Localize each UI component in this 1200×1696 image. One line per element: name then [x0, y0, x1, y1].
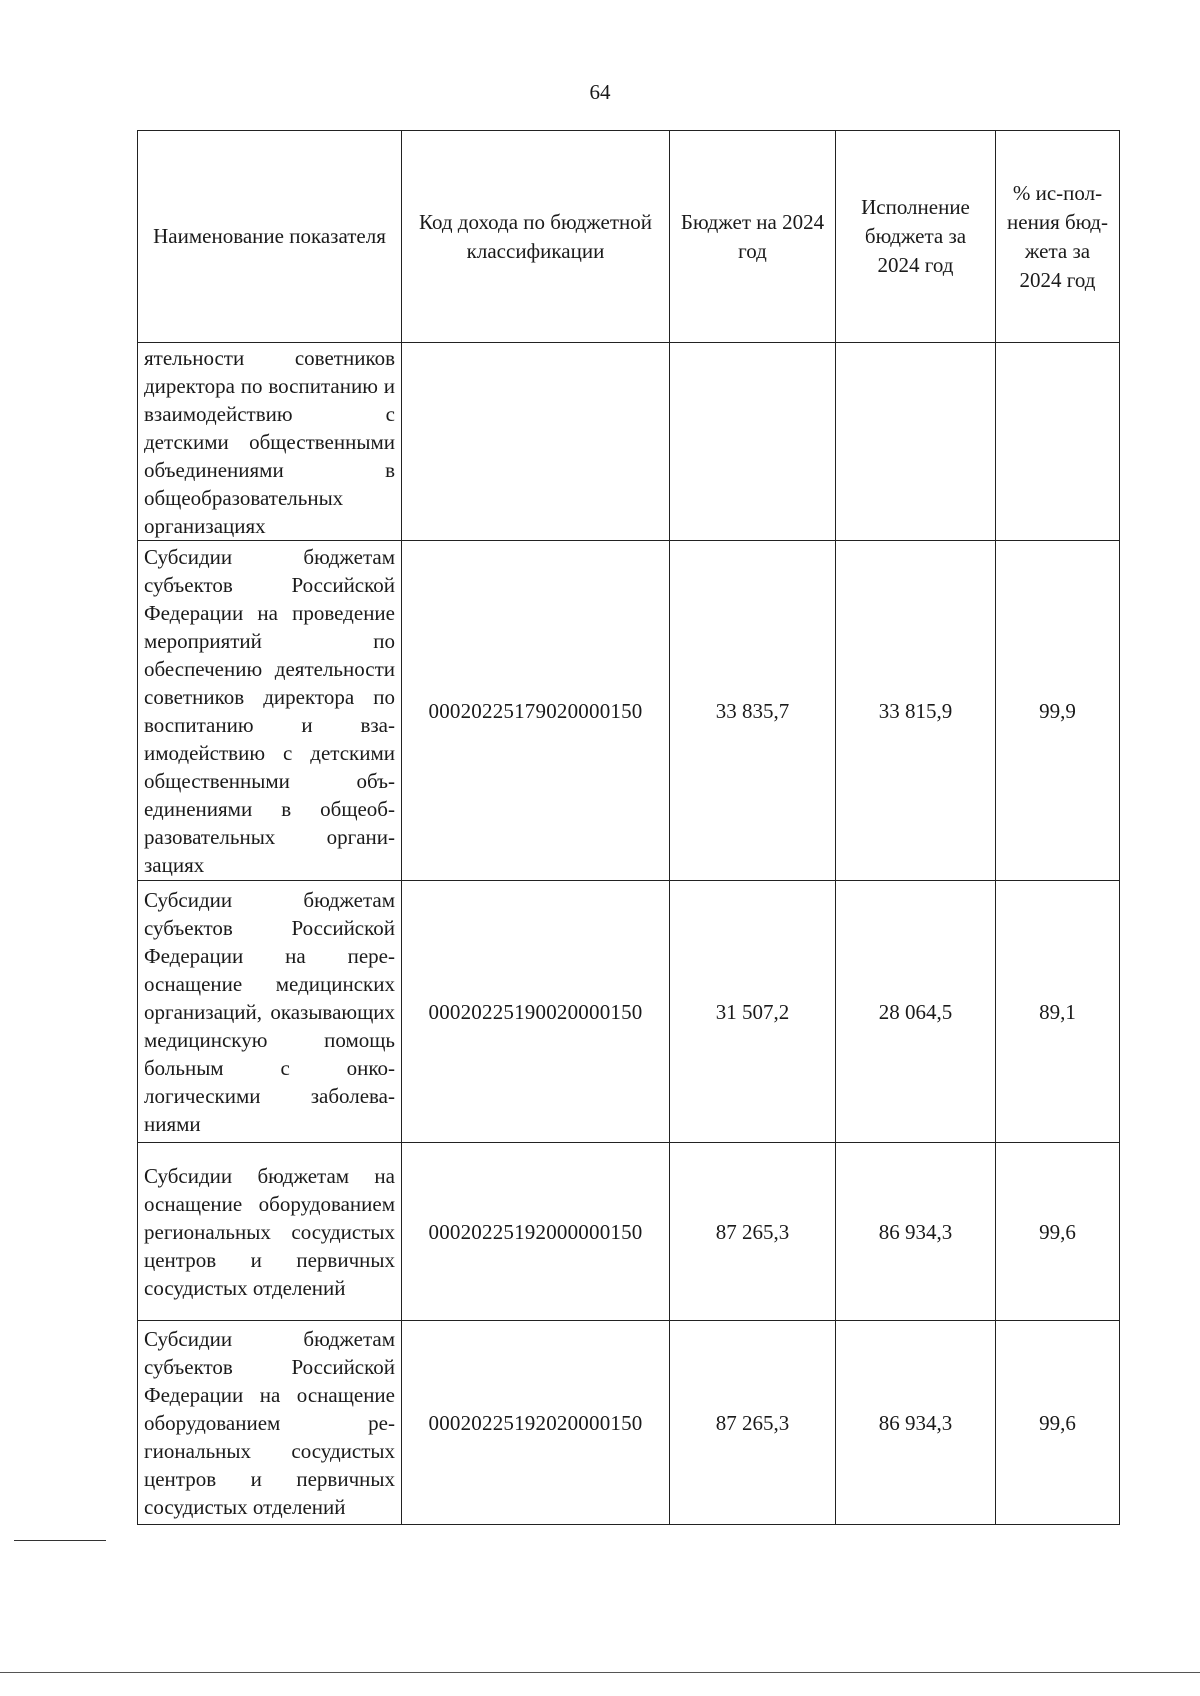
row-budget: 87 265,3 — [670, 1321, 836, 1525]
row-name: Субсидии бюджетам субъектов Российской Федерации на переоснащение медицинских организаций, оказывающих медицинскую помощь больным с онкологическими заболеваниями — [138, 881, 402, 1143]
table-row — [138, 541, 1120, 881]
header-budget: Бюджет на 2024 год — [670, 131, 836, 343]
row-code — [402, 343, 670, 541]
row-budget — [670, 343, 836, 541]
row-execution: 28 064,5 — [836, 881, 996, 1143]
table-header-row — [138, 131, 1120, 343]
table-row — [138, 343, 1120, 541]
row-code: 00020225190020000150 — [402, 881, 670, 1143]
row-execution: 86 934,3 — [836, 1321, 996, 1525]
header-execution: Исполнение бюджета за 2024 год — [836, 131, 996, 343]
table-row — [138, 1143, 1120, 1321]
page-number: 64 — [589, 80, 611, 104]
header-name: Наименование показателя — [138, 131, 402, 343]
row-budget: 33 835,7 — [670, 541, 836, 881]
row-budget: 31 507,2 — [670, 881, 836, 1143]
row-code: 00020225179020000150 — [402, 541, 670, 881]
row-name: ятельности советников директора по воспитанию и взаимодействию с детскими общественными объединениями в общеобразовательных организациях — [138, 343, 402, 541]
table-row — [138, 881, 1120, 1143]
row-execution: 86 934,3 — [836, 1143, 996, 1321]
row-execution: 33 815,9 — [836, 541, 996, 881]
row-percent: 89,1 — [996, 881, 1120, 1143]
row-percent: 99,6 — [996, 1143, 1120, 1321]
row-percent: 99,6 — [996, 1321, 1120, 1525]
table-row — [138, 1321, 1120, 1525]
row-percent: 99,9 — [996, 541, 1120, 881]
row-execution — [836, 343, 996, 541]
header-percent: % ис-пол-нения бюд-жета за 2024 год — [996, 131, 1120, 343]
header-code: Код дохода по бюджетной классификации — [402, 131, 670, 343]
bottom-scan-edge — [0, 1672, 1200, 1673]
row-name: Субсидии бюджетам субъектов Российской Федерации на проведение мероприятий по обеспечению деятельности советников директора по воспитанию и взаимодействию с детскими общественными объединениями в общеобразовательных организациях — [138, 541, 402, 881]
row-code: 00020225192020000150 — [402, 1321, 670, 1525]
row-name: Субсидии бюджетам на оснащение оборудованием региональных сосудистых центров и первичных сосудистых отделений — [138, 1143, 402, 1321]
row-percent — [996, 343, 1120, 541]
row-name: Субсидии бюджетам субъектов Российской Федерации на оснащение оборудованием региональных сосудистых центров и первичных сосудистых отделений — [138, 1321, 402, 1525]
row-code: 00020225192000000150 — [402, 1143, 670, 1321]
budget-execution-table — [137, 130, 1120, 1525]
left-margin-mark — [14, 1540, 106, 1541]
row-budget: 87 265,3 — [670, 1143, 836, 1321]
